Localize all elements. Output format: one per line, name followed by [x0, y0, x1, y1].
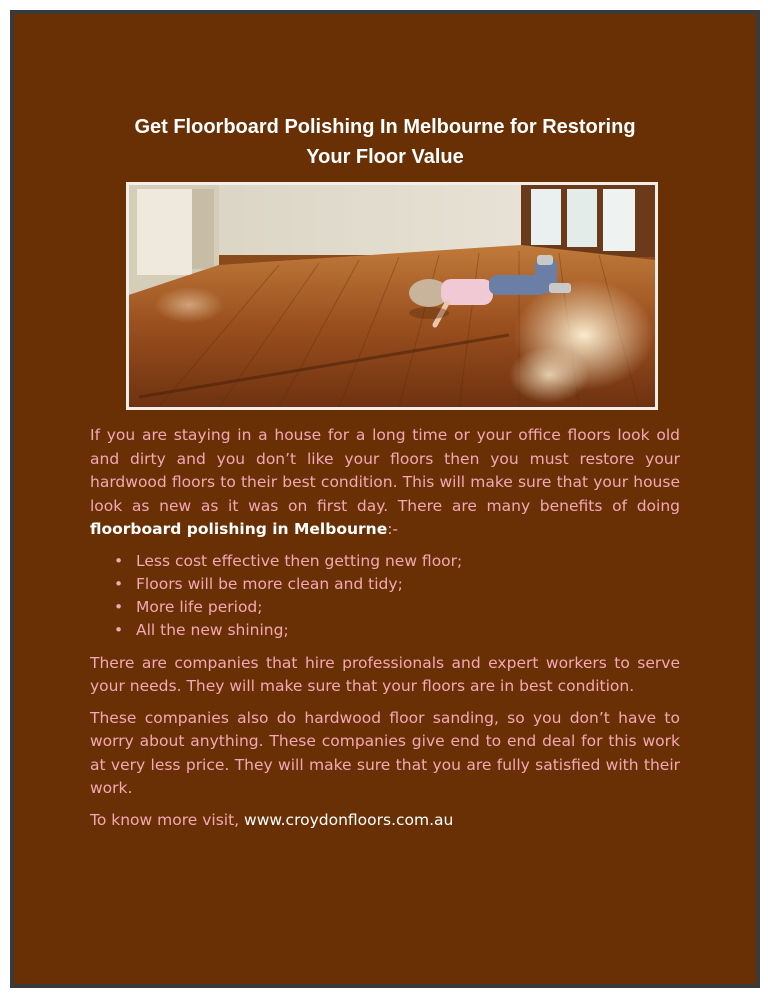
bullet-icon: • — [114, 597, 124, 616]
floor-photo — [126, 182, 658, 410]
list-item — [114, 596, 680, 619]
list-item-text: All the new shining; — [136, 620, 289, 639]
list-item-text: Less cost effective then getting new floor; — [136, 551, 463, 570]
intro-highlight: floorboard polishing in Melbourne — [90, 520, 388, 538]
companies-paragraph: There are companies that hire professionals and expert workers to serve your needs. They will make sure that your floors are in best condition. — [90, 653, 680, 695]
title-line-1: Get Floorboard Polishing In Melbourne for Restoring — [134, 116, 636, 138]
bullet-icon: • — [114, 551, 124, 570]
bullet-icon: • — [114, 574, 124, 593]
list-item — [114, 550, 680, 573]
list-item-text: More life period; — [136, 597, 263, 616]
bullet-icon: • — [114, 620, 124, 639]
visit-text: To know more visit, — [90, 810, 245, 829]
intro-text: If you are staying in a house for a long time or your office floors look old and dirty and you don’t like your floors then you must restore your hardwood floors to their best condition. This will make sure that your house look as new as it was on first day. There are many benefits of doing — [90, 426, 680, 515]
list-item — [114, 573, 680, 596]
list-item-text: Floors will be more clean and tidy; — [136, 574, 403, 593]
title-line-2: Your Floor Value — [306, 146, 464, 168]
intro-paragraph — [90, 424, 680, 542]
article-body — [90, 424, 680, 840]
visit-paragraph — [90, 809, 680, 833]
floor-photo-illustration — [129, 185, 655, 407]
list-item — [114, 619, 680, 642]
benefits-list — [90, 550, 680, 642]
intro-suffix: :- — [387, 520, 399, 538]
website-link[interactable]: www.croydonfloors.com.au — [244, 810, 454, 829]
document-page — [10, 10, 760, 988]
page-title — [14, 112, 756, 172]
sanding-paragraph: These companies also do hardwood floor sanding, so you don’t have to worry about anything. These companies give end to end deal for this work at very less price. They will make sure that you are fully satisfied with their work. — [90, 708, 680, 797]
